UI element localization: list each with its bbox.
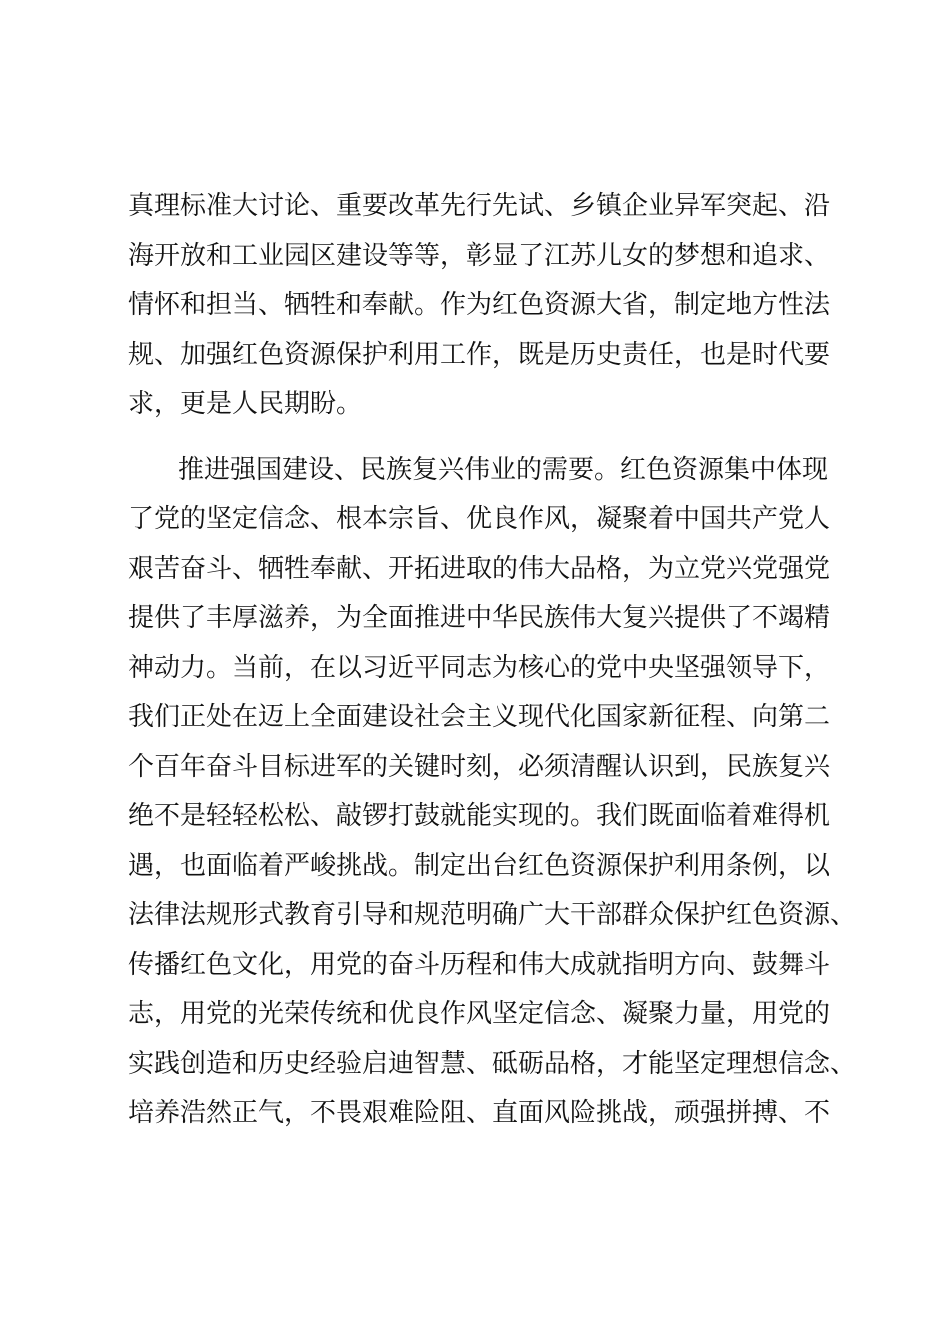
text-line: 提供了丰厚滋养，为全面推进中华民族伟大复兴提供了不竭精 (128, 603, 831, 633)
text-line: 个百年奋斗目标进军的关键时刻，必须清醒认识到，民族复兴 (128, 752, 831, 782)
text-line: 艰苦奋斗、牺牲奉献、开拓进取的伟大品格，为立党兴党强党 (128, 554, 831, 584)
text-line: 求，更是人民期盼。 (128, 389, 363, 419)
text-line: 培养浩然正气，不畏艰难险阻、直面风险挑战，顽强拼搏、不 (128, 1098, 831, 1128)
text-line: 情怀和担当、牺牲和奉献。作为红色资源大省，制定地方性法 (128, 290, 831, 320)
text-line: 绝不是轻轻松松、敲锣打鼓就能实现的。我们既面临着难得机 (128, 801, 831, 831)
text-line: 规、加强红色资源保护利用工作，既是历史责任，也是时代要 (128, 340, 831, 370)
text-line: 神动力。当前，在以习近平同志为核心的党中央坚强领导下， (128, 653, 831, 683)
text-line: 真理标准大讨论、重要改革先行先试、乡镇企业异军突起、沿 (128, 191, 831, 221)
text-line: 海开放和工业园区建设等等，彰显了江苏儿女的梦想和追求、 (128, 241, 831, 271)
text-line: 实践创造和历史经验启迪智慧、砥砺品格，才能坚定理想信念、 (128, 1049, 857, 1079)
text-line: 传播红色文化，用党的奋斗历程和伟大成就指明方向、鼓舞斗 (128, 950, 831, 980)
paragraph-first-line: 推进强国建设、民族复兴伟业的需要。红色资源集中体现 (178, 455, 829, 485)
text-line: 法律法规形式教育引导和规范明确广大干部群众保护红色资源、 (128, 900, 857, 930)
text-line: 遇，也面临着严峻挑战。制定出台红色资源保护利用条例，以 (128, 851, 831, 881)
text-line: 我们正处在迈上全面建设社会主义现代化国家新征程、向第二 (128, 702, 831, 732)
text-line: 志，用党的光荣传统和优良作风坚定信念、凝聚力量，用党的 (128, 999, 831, 1029)
text-line: 了党的坚定信念、根本宗旨、优良作风，凝聚着中国共产党人 (128, 504, 831, 534)
